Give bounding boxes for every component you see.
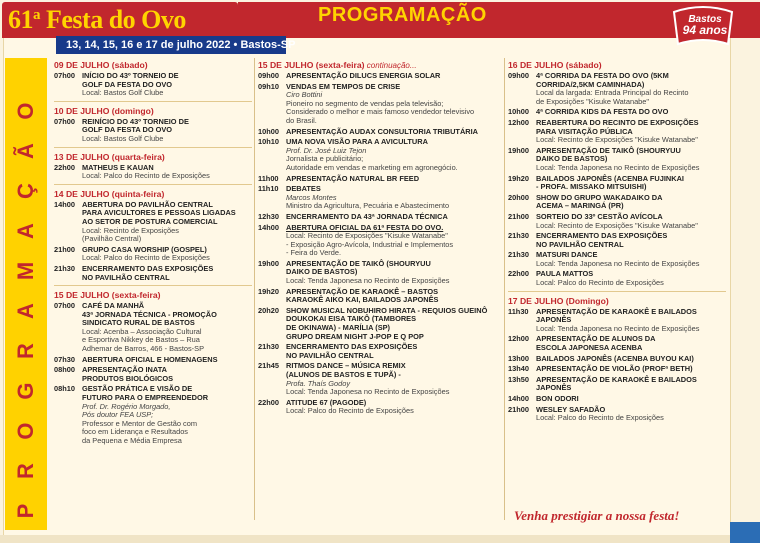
sidebar-letter: P: [13, 503, 38, 519]
event-body: [286, 213, 502, 222]
event-detail: Professor e Mentor de Gestão com: [82, 418, 198, 428]
event-time: 09h10: [258, 81, 279, 91]
event-title: SORTEIO DO 33º CESTÃO AVÍCOLA: [536, 211, 663, 221]
column-divider: [254, 58, 255, 520]
sidebar-letter: A: [13, 223, 38, 239]
event-time: 10h00: [508, 107, 529, 117]
event-body: [536, 335, 726, 352]
sidebar-letter: R: [13, 463, 38, 479]
event-body: [536, 147, 726, 173]
corner-tab: [730, 522, 760, 543]
event-title: WESLEY SAFADÃO: [536, 404, 606, 414]
event-time: 07h00: [54, 301, 75, 311]
event-detail: Local: Bastos Golf Clube: [82, 88, 164, 98]
event-title: APRESENTAÇÃO DE VIOLÃO (PROFª BETH): [536, 364, 693, 374]
event-body: [82, 356, 252, 365]
event-title: (ALUNOS DE BASTOS E TUPÃ) -: [286, 370, 401, 379]
event-title: 43ª JORNADA TÉCNICA - PROMOÇÃO: [82, 309, 217, 319]
event-time: 12h30: [258, 211, 279, 221]
header: [0, 0, 760, 56]
event-time: 20h00: [508, 192, 529, 202]
event-detail: da Pequena e Média Empresa: [82, 436, 182, 445]
schedule-column-3: [508, 58, 726, 425]
badge-town: Bastos: [688, 14, 722, 25]
event-body: [286, 288, 502, 305]
event-title: ENCERRAMENTO DAS EXPOSIÇÕES: [286, 342, 418, 352]
event-detail: Local: Palco do Recinto de Exposições: [536, 278, 664, 288]
event-title: CORRIDA/2,5KM CAMINHADA): [536, 79, 645, 89]
schedule-event: [508, 365, 726, 374]
festival-title: [8, 5, 186, 35]
schedule-event: [54, 366, 252, 383]
event-detail: Local: Palco do Recinto de Exposições: [536, 413, 664, 423]
event-time: 10h00: [258, 126, 279, 136]
event-time: 21h30: [508, 250, 529, 260]
schedule-event: [54, 164, 252, 181]
speaker-name: Marcos Montes: [286, 192, 337, 202]
event-detail: Pioneiro no segmento de vendas pela televisão;: [286, 98, 444, 108]
event-body: [286, 138, 502, 172]
event-body: [82, 72, 252, 98]
event-time: 22h00: [54, 162, 75, 172]
event-title: GESTÃO PRÁTICA E VISÃO DE: [82, 384, 193, 394]
event-title: SHOW DO GRUPO WAKADAIKO DA: [536, 192, 663, 202]
sidebar-letter: O: [13, 422, 38, 440]
event-time: 22h00: [508, 269, 529, 279]
schedule-event: [508, 194, 726, 211]
event-time: 20h20: [258, 305, 279, 315]
event-time: 21h30: [54, 263, 75, 273]
event-title: ACEMA – MARINGÁ (PR): [536, 201, 624, 211]
event-detail: Local: Tenda Japonesa no Recinto de Exposições: [286, 276, 450, 286]
event-time: 13h50: [508, 374, 529, 384]
event-detail: Local: Tenda Japonesa no Recinto de Exposições: [536, 162, 700, 172]
event-time: 12h00: [508, 334, 529, 344]
schedule-event: [258, 175, 502, 184]
event-detail: Local: Acenba – Associação Cultural: [82, 326, 202, 336]
day-label: 13 DE JULHO (quarta-feira): [54, 151, 165, 162]
schedule-event: [258, 399, 502, 416]
event-title: ABERTURA OFICIAL E HOMENAGENS: [82, 354, 218, 364]
schedule-column-2: [258, 58, 502, 418]
event-body: [536, 232, 726, 249]
event-body: [286, 399, 502, 416]
schedule-event: [54, 265, 252, 282]
speaker-name: Ciro Bottini: [286, 90, 323, 100]
festival-title-banner: [2, 2, 238, 38]
event-title: BON ODORI: [536, 394, 579, 403]
event-title: PAULA MATTOS: [536, 269, 594, 279]
event-body: [82, 118, 252, 144]
event-time: 21h30: [258, 342, 279, 352]
day-heading: [258, 60, 502, 70]
event-detail: Considerado o melhor e mais famoso vendedor televisivo: [286, 107, 475, 117]
event-title: MATHEUS E KAUAN: [82, 162, 154, 172]
event-time: 07h00: [54, 116, 75, 126]
event-time: 14h00: [258, 222, 279, 232]
event-detail: Ministro da Agricultura, Pecuária e Abastecimento: [286, 201, 450, 211]
event-time: 14h00: [54, 199, 75, 209]
event-detail: - Feira do Verde.: [286, 248, 342, 258]
event-body: [536, 72, 726, 106]
schedule-event: [508, 72, 726, 106]
event-detail: Local: Recinto de Exposições "Kisuke Watanabe": [536, 220, 698, 230]
schedule-event: [508, 406, 726, 423]
event-time: 21h45: [258, 361, 279, 371]
event-body: [536, 194, 726, 211]
event-time: 21h00: [508, 404, 529, 414]
event-title: APRESENTAÇÃO DE KARAOKÊ – BASTOS: [286, 286, 439, 296]
event-title: APRESENTAÇÃO DE KARAOKÊ E BAILADOS JAPONÊS: [536, 374, 697, 393]
event-time: 19h00: [508, 145, 529, 155]
event-detail: Local: Recinto de Exposições "Kisuke Watanabe": [286, 231, 448, 241]
schedule-event: [54, 302, 252, 354]
event-title: DE OKINAWA) - MARÍLIA (SP): [286, 323, 391, 333]
event-body: [82, 385, 252, 445]
schedule-event: [258, 224, 502, 258]
schedule-event: [508, 355, 726, 364]
schedule-event: [258, 343, 502, 360]
event-title: REINÍCIO DO 43º TORNEIO DE: [82, 116, 189, 126]
event-body: [82, 366, 252, 383]
event-title: ABERTURA OFICIAL DA 61ª FESTA DO OVO.: [286, 222, 444, 232]
schedule-event: [54, 385, 252, 445]
event-body: [286, 362, 502, 396]
day-heading: [54, 152, 252, 162]
sidebar-letter: R: [13, 343, 38, 359]
event-title: ATITUDE 67 (PAGODE): [286, 397, 367, 407]
speaker-name: Profa. Thaís Godoy: [286, 378, 351, 388]
event-detail: foco em Liderança e Resultados: [82, 427, 188, 437]
event-detail: Local: Recinto de Exposições: [82, 225, 179, 235]
day-label: 10 DE JULHO (domingo): [54, 105, 154, 116]
event-title: DAIKO DE BASTOS): [536, 154, 608, 164]
event-title: NO PAVILHÃO CENTRAL: [286, 350, 374, 360]
day-heading: [54, 106, 252, 116]
event-title: AO SETOR DE POSTURA COMERCIAL: [82, 216, 218, 226]
vertical-title-strip: [5, 58, 47, 530]
event-body: [286, 72, 502, 81]
schedule-event: [54, 246, 252, 263]
schedule-event: [508, 308, 726, 334]
event-title: APRESENTAÇÃO DE TAIKÔ (SHOURYUU: [536, 145, 681, 155]
event-title: PARA VISITAÇÃO PÚBLICA: [536, 126, 633, 136]
schedule-event: [54, 118, 252, 144]
event-title: DEBATES: [286, 184, 321, 194]
event-title: APRESENTAÇÃO AUDAX CONSULTORIA TRIBUTÁRIA: [286, 126, 479, 136]
event-detail: Local da largada: Entrada Principal do Recinto: [536, 88, 689, 98]
event-title: DAIKO DE BASTOS): [286, 267, 358, 277]
schedule-event: [508, 213, 726, 230]
sidebar-letter: Ã: [13, 143, 38, 159]
event-time: 11h00: [258, 173, 279, 183]
event-time: 21h00: [54, 244, 75, 254]
event-body: [286, 307, 502, 341]
event-title: SINDICATO RURAL DE BASTOS: [82, 318, 195, 328]
event-time: 21h30: [508, 231, 529, 241]
event-time: 11h10: [258, 184, 279, 194]
schedule-event: [508, 175, 726, 192]
day-separator: [54, 184, 252, 185]
event-title: ENCERRAMENTO DA 43ª JORNADA TÉCNICA: [286, 211, 448, 221]
event-title: APRESENTAÇÃO DE TAIKÔ (SHOURYUU: [286, 258, 431, 268]
event-body: [286, 83, 502, 126]
event-detail: do Brasil.: [286, 115, 317, 125]
section-title: PROGRAMAÇÃO: [318, 4, 487, 26]
event-detail: Autoridade em vendas e marketing em agronegócio.: [286, 162, 458, 172]
schedule-event: [508, 395, 726, 404]
schedule-event: [258, 213, 502, 222]
event-body: [536, 365, 726, 374]
event-time: 13h40: [508, 364, 529, 374]
event-detail: Local: Tenda Japonesa no Recinto de Exposições: [536, 258, 700, 268]
event-detail: Local: Tenda Japonesa no Recinto de Exposições: [286, 387, 450, 397]
day-label: 15 DE JULHO (sexta-feira): [258, 60, 365, 70]
event-title: BAILADOS JAPONÊS (ACENBA BUYOU KAI): [536, 353, 694, 363]
event-title: ABERTURA DO PAVILHÃO CENTRAL: [82, 199, 213, 209]
sidebar-letter: Ç: [13, 183, 38, 199]
event-title: GOLF DA FESTA DO OVO: [82, 79, 173, 89]
event-detail: Local: Palco do Recinto de Exposições: [82, 171, 210, 181]
speaker-name: Prof. Dr. Rogério Morgado,: [82, 401, 171, 411]
schedule-event: [258, 288, 502, 305]
event-title: INÍCIO DO 43º TORNEIO DE: [82, 71, 179, 80]
speaker-name: Prof. Dr. José Luiz Tejon: [286, 145, 367, 155]
event-body: [536, 251, 726, 268]
event-time: 09h00: [508, 71, 529, 80]
event-body: [536, 108, 726, 117]
event-time: 10h10: [258, 137, 279, 147]
event-title: RITMOS DANCE – MÚSICA REMIX: [286, 361, 406, 371]
schedule-event: [508, 232, 726, 249]
festival-name: Festa do Ovo: [46, 5, 186, 34]
event-title: APRESENTAÇÃO NATURAL BR FEED: [286, 173, 420, 183]
schedule-event: [258, 185, 502, 211]
event-time: 12h00: [508, 117, 529, 127]
day-label: 14 DE JULHO (quinta-feira): [54, 188, 165, 199]
event-title: CAFÉ DA MANHÃ: [82, 301, 145, 311]
day-label: 15 DE JULHO (sexta-feira): [54, 290, 161, 301]
event-time: 08h10: [54, 384, 75, 394]
event-title: NO PAVILHÃO CENTRAL: [536, 239, 624, 249]
sidebar-letter: A: [13, 303, 38, 319]
event-detail: Local: Bastos Golf Clube: [82, 133, 164, 143]
event-title: - PROFA. MISSAKO MITSUISHI): [536, 182, 647, 192]
event-title: PRODUTOS BIOLÓGICOS: [82, 373, 174, 383]
event-time: 11h30: [508, 306, 529, 316]
event-title: GRUPO CASA WORSHIP (GOSPEL): [82, 244, 207, 254]
event-title: VENDAS EM TEMPOS DE CRISE: [286, 81, 401, 91]
event-body: [82, 265, 252, 282]
event-body: [286, 224, 502, 258]
day-separator: [54, 147, 252, 148]
day-separator: [54, 285, 252, 286]
day-separator: [54, 101, 252, 102]
event-body: [82, 201, 252, 244]
event-title: ENCERRAMENTO DAS EXPOSIÇÕES: [536, 231, 668, 241]
column-divider: [504, 58, 505, 520]
event-title: APRESENTAÇÃO INATA: [82, 365, 167, 375]
day-label: 09 DE JULHO (sábado): [54, 60, 148, 70]
event-time: 07h30: [54, 354, 75, 364]
event-detail: Local: Palco do Recinto de Exposições: [82, 253, 210, 263]
event-body: [286, 260, 502, 286]
schedule-event: [508, 376, 726, 393]
event-title: KARAOKÊ AIKO KAI, BAILADOS JAPONÊS: [286, 295, 439, 305]
sidebar-letter: M: [13, 261, 38, 281]
badge-years: 94 anos: [682, 23, 728, 37]
event-detail: (Pavilhão Central): [82, 234, 142, 244]
event-time: 19h00: [258, 258, 279, 268]
schedule-event: [54, 356, 252, 365]
event-body: [536, 119, 726, 145]
event-body: [82, 302, 252, 354]
day-heading: [54, 290, 252, 300]
event-detail: Local: Tenda Japonesa no Recinto de Exposições: [536, 323, 700, 333]
event-detail: Local: Recinto de Exposições "Kisuke Watanabe": [536, 135, 698, 145]
event-detail: de Exposições "Kisuke Watanabe": [536, 96, 650, 106]
event-title: GOLF DA FESTA DO OVO: [82, 125, 173, 135]
event-title: APRESENTAÇÃO DILUCS ENERGIA SOLAR: [286, 71, 441, 80]
event-detail: - Exposição Agro-Avícola, Industrial e Implementos: [286, 239, 454, 249]
sidebar-letter: G: [13, 382, 38, 400]
continuation-note: continuação...: [364, 61, 417, 70]
schedule-event: [258, 83, 502, 126]
event-title: MATSURI DANCE: [536, 250, 598, 260]
event-body: [536, 406, 726, 423]
day-heading: [508, 296, 726, 306]
event-detail: Local: Palco do Recinto de Exposições: [286, 406, 414, 416]
event-title: PARA AVICULTORES E PESSOAS LIGADAS: [82, 208, 236, 218]
event-body: [536, 395, 726, 404]
schedule-event: [258, 307, 502, 341]
event-time: 22h00: [258, 397, 279, 407]
day-heading: [54, 189, 252, 199]
event-title: 4ª CORRIDA KIDS DA FESTA DO OVO: [536, 107, 669, 117]
event-body: [536, 175, 726, 192]
schedule-event: [508, 147, 726, 173]
schedule-event: [258, 72, 502, 81]
event-body: [286, 175, 502, 184]
event-title: NO PAVILHÃO CENTRAL: [82, 272, 170, 282]
event-body: [82, 246, 252, 263]
edition-suffix: a: [33, 7, 40, 23]
day-label: 16 DE JULHO (sábado): [508, 60, 602, 70]
schedule-event: [508, 251, 726, 268]
event-body: [536, 308, 726, 334]
day-separator: [508, 291, 726, 292]
event-detail: Adhemar de Barros, 466 - Bastos-SP: [82, 344, 205, 354]
event-title: 4ª CORRIDA DA FESTA DO OVO (5KM: [536, 71, 669, 80]
schedule-event: [258, 362, 502, 396]
event-body: [286, 128, 502, 137]
event-time: 19h20: [508, 173, 529, 183]
event-body: [82, 164, 252, 181]
event-time: 14h00: [508, 394, 529, 403]
sidebar-letter: O: [13, 102, 38, 120]
event-title: SHOW MUSICAL NOBUHIRO HIRATA - REQUIOS GUEINÔ: [286, 305, 488, 315]
schedule-event: [258, 128, 502, 137]
festival-dates: 13, 14, 15, 16 e 17 de julho 2022 • Bastos-SP: [56, 36, 286, 54]
event-body: [286, 185, 502, 211]
schedule-event: [508, 119, 726, 145]
event-time: 19h20: [258, 286, 279, 296]
event-title: ESCOLA JAPONESA ACENBA: [536, 343, 643, 353]
speaker-name: Pós doutor FEA USP;: [82, 410, 154, 420]
event-body: [536, 376, 726, 393]
schedule-event: [54, 72, 252, 98]
schedule-event: [54, 201, 252, 244]
event-title: DOUKOKAI EISA TAIKÔ (TAMBORES: [286, 314, 417, 324]
event-detail: e Esportiva Nikkey de Bastos – Rua: [82, 335, 200, 345]
event-detail: Jornalista e publicitário;: [286, 154, 364, 164]
day-heading: [54, 60, 252, 70]
event-title: APRESENTAÇÃO DE ALUNOS DA: [536, 334, 656, 344]
event-title: BAILADOS JAPONÊS (ACENBA FUJINKAI: [536, 173, 684, 183]
event-body: [536, 270, 726, 287]
event-title: APRESENTAÇÃO DE KARAOKÊ E BAILADOS JAPONÊS: [536, 306, 697, 325]
event-time: 07h00: [54, 71, 75, 80]
schedule-event: [258, 138, 502, 172]
day-heading: [508, 60, 726, 70]
event-body: [286, 343, 502, 360]
schedule-event: [508, 335, 726, 352]
event-title: GRUPO DREAM NIGHT J-POP E Q POP: [286, 331, 424, 341]
event-time: 13h00: [508, 353, 529, 363]
event-time: 21h00: [508, 211, 529, 221]
event-time: 09h00: [258, 71, 279, 80]
anniversary-badge: [680, 14, 730, 36]
event-title: FUTURO PARA O EMPREENDEDOR: [82, 393, 209, 403]
slogan: Venha prestigiar a nossa festa!: [514, 508, 680, 523]
day-label: 17 DE JULHO (Domingo): [508, 295, 609, 306]
schedule-column-1: [54, 58, 252, 448]
event-title: UMA NOVA VISÃO PARA A AVICULTURA: [286, 137, 428, 147]
schedule-event: [258, 260, 502, 286]
event-time: 08h00: [54, 365, 75, 375]
event-body: [536, 355, 726, 364]
event-body: [536, 213, 726, 230]
edition-number: 61: [8, 5, 33, 34]
schedule-event: [508, 108, 726, 117]
event-title: REABERTURA DO RECINTO DE EXPOSIÇÕES: [536, 117, 699, 127]
event-title: ENCERRAMENTO DAS EXPOSIÇÕES: [82, 263, 214, 273]
bottom-band: [0, 535, 730, 543]
schedule-event: [508, 270, 726, 287]
